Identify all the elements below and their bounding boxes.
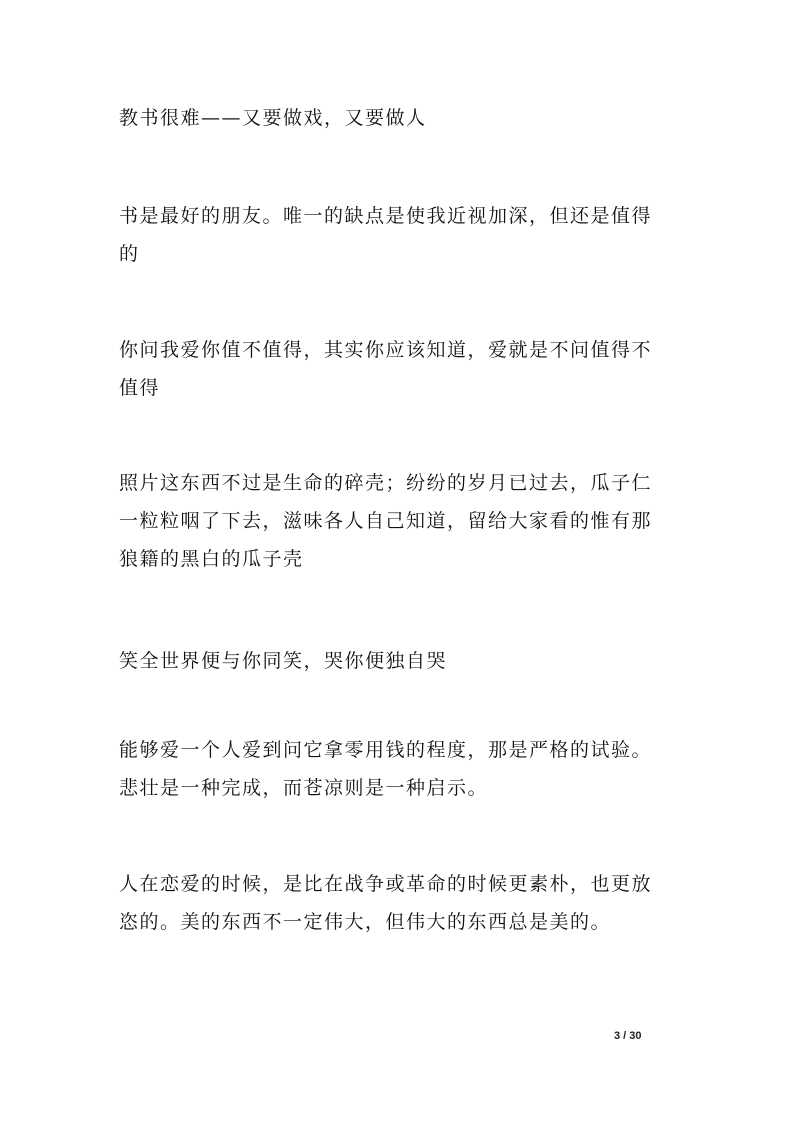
- paragraph-5: [119, 642, 699, 680]
- paragraph-line: 教书很难——又要做戏，又要做人: [119, 107, 427, 129]
- paragraph-7: [119, 865, 699, 941]
- paragraph-line: 笑全世界便与你同笑，哭你便独自哭: [119, 650, 448, 672]
- paragraph-line: 值得: [119, 377, 161, 399]
- paragraph-line: 恣的。美的东西不一定伟大，但伟大的东西总是美的。: [119, 911, 612, 933]
- paragraph-line: 狼籍的黑白的瓜子壳: [119, 548, 304, 570]
- paragraph-4: [119, 464, 699, 578]
- paragraph-line: 悲壮是一种完成，而苍凉则是一种启示。: [119, 777, 489, 799]
- paragraph-line: 的: [119, 243, 140, 265]
- paragraph-2: [119, 197, 699, 273]
- paragraph-line: 照片这东西不过是生命的碎壳；纷纷的岁月已过去，瓜子仁: [119, 472, 653, 494]
- paragraph-6: [119, 731, 699, 807]
- paragraph-line: 一粒粒咽了下去，滋味各人自己知道，留给大家看的惟有那: [119, 510, 653, 532]
- paragraph-line: 人在恋爱的时候，是比在战争或革命的时候更素朴，也更放: [119, 873, 653, 895]
- paragraph-line: 你问我爱你值不值得，其实你应该知道，爱就是不问值得不: [119, 339, 653, 361]
- paragraph-3: [119, 331, 699, 407]
- paragraph-1: [119, 99, 699, 137]
- page-number: 3 / 30: [614, 1030, 642, 1042]
- paragraph-line: 能够爱一个人爱到问它拿零用钱的程度，那是严格的试验。: [119, 739, 653, 761]
- paragraph-line: 书是最好的朋友。唯一的缺点是使我近视加深，但还是值得: [119, 205, 653, 227]
